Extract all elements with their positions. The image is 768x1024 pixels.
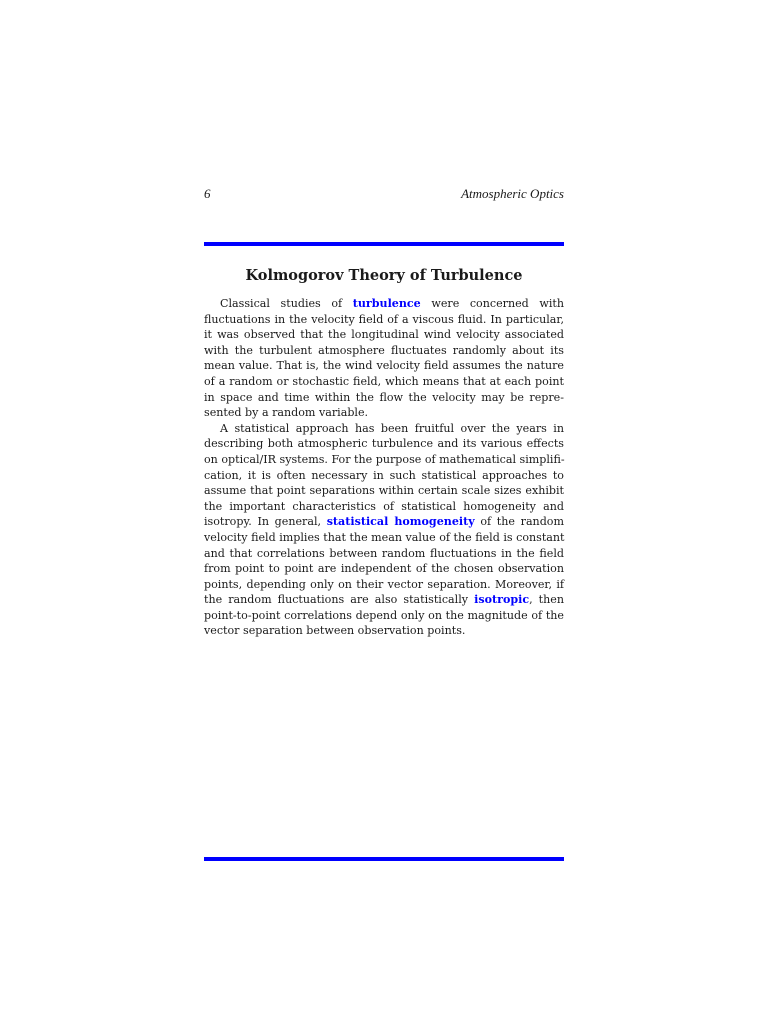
keyword-isotropic: isotropic [474,593,530,607]
paragraph-2 [204,421,564,639]
text-line: mean value. That is, the wind velocity field assumes the nature [204,359,564,373]
text-line [204,296,564,312]
section-title: Kolmogorov Theory of Turbulence [245,267,523,284]
text-run: of the random [480,515,564,529]
text-run: the random fluctuations are also statistically [204,593,469,607]
text-run: , then [529,593,564,607]
text-line: describing both atmospheric turbulence and its various effects [204,437,564,451]
text-line: in space and time within the flow the velocity may be repre- [204,390,564,404]
text-line: sented by a random variable. [204,406,369,420]
top-rule [204,242,564,246]
page-number: 6 [204,186,211,201]
text-line: cation, it is often necessary in such statistical approaches to [204,468,564,482]
text-line: A statistical approach has been fruitful over the years in [220,421,564,435]
body-text [204,296,564,639]
text-line: on optical/IR systems. For the purpose of mathematical simplifi- [204,452,565,466]
text-run: were concerned with [431,297,565,310]
text-line: points, depending only on their vector separation. Moreover, if [204,577,564,591]
text-line: velocity field implies that the mean value of the field is constant [204,530,565,544]
text-line: assume that point separations within certain scale sizes exhibit [204,484,564,498]
text-line: it was observed that the longitudinal wind velocity associated [204,328,564,342]
keyword-turbulence: turbulence [352,297,421,310]
paragraph-1 [204,296,564,421]
running-head: Atmospheric Optics [461,186,564,201]
text-line [204,592,564,608]
text-line: and that correlations between random fluctuations in the field [204,546,564,560]
text-line: the important characteristics of statistical homogeneity and [204,499,564,513]
text-line: point-to-point correlations depend only on the magnitude of the [204,608,564,622]
text-run: Classical studies of [220,297,343,310]
text-line: of a random or stochastic field, which means that at each point [204,374,564,388]
text-line [204,514,564,530]
text-line: vector separation between observation points. [204,624,466,638]
text-run: isotropy. In general, [204,515,322,529]
keyword-statistical-homogeneity: statistical homogeneity [326,515,475,529]
bottom-rule [204,857,564,861]
text-line: with the turbulent atmosphere fluctuates randomly about its [204,343,564,357]
text-line: fluctuations in the velocity field of a viscous fluid. In particular, [204,312,564,326]
text-line: from point to point are independent of the chosen observation [204,562,564,576]
